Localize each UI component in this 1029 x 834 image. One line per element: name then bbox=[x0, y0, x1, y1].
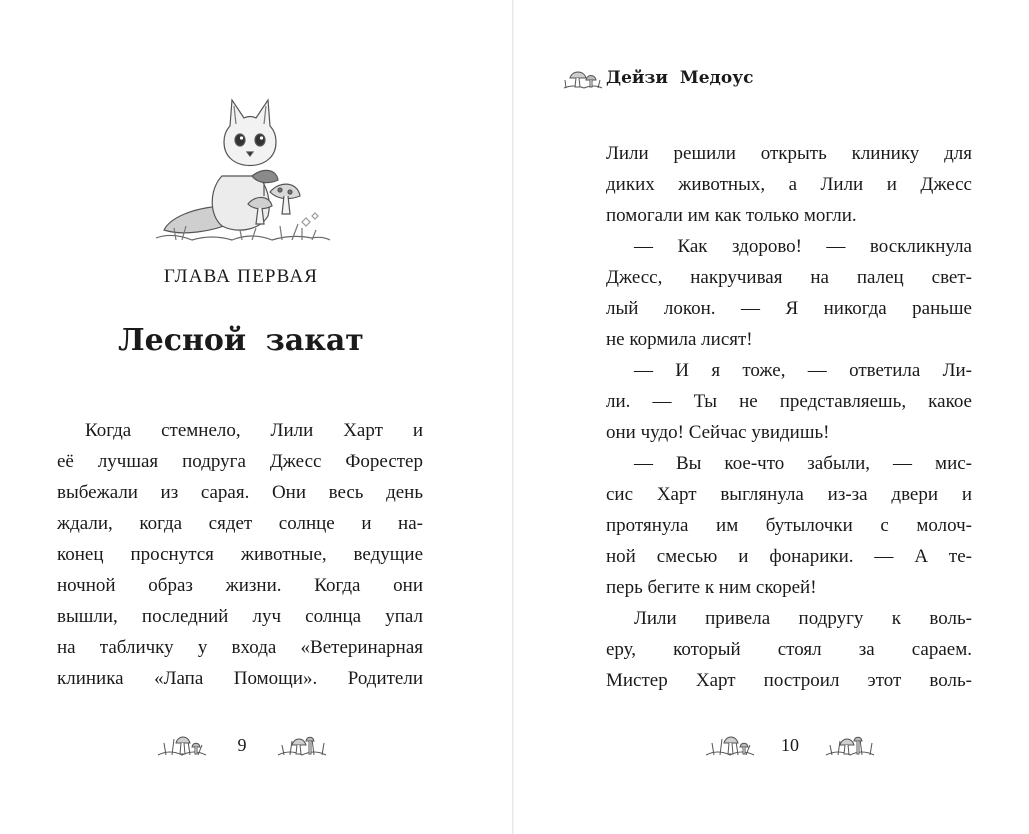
text-line: сис Харт выглянула из-за двери и bbox=[606, 484, 972, 505]
text-line: Когда стемнело, Лили Харт и bbox=[85, 420, 423, 441]
text-line: еру, который стоял за сараем. bbox=[606, 639, 972, 660]
text-line: на табличку у входа «Ветеринарная bbox=[57, 637, 423, 658]
fox-cub-illustration-icon bbox=[152, 96, 332, 248]
mushroom-grass-ornament-icon bbox=[156, 727, 208, 763]
running-head-author: Дейзи Медоус bbox=[606, 68, 754, 88]
text-line: они чудо! Сейчас увидишь! bbox=[606, 422, 830, 443]
right-page bbox=[514, 0, 1029, 834]
text-line: помогали им как только могли. bbox=[606, 205, 857, 226]
text-line: ждали, когда сядет солнце и на- bbox=[57, 513, 423, 534]
text-line: — Вы кое-что забыли, — мис- bbox=[634, 453, 972, 474]
left-page bbox=[0, 0, 513, 834]
mushroom-grass-ornament-icon bbox=[824, 727, 876, 763]
chapter-title: Лесной закат bbox=[118, 323, 364, 358]
text-line: Лили решили открыть клинику для bbox=[606, 143, 972, 164]
text-line: вышли, последний луч солнца упал bbox=[57, 606, 423, 627]
text-line: Лили привела подругу к воль- bbox=[634, 608, 972, 629]
text-line: не кормила лисят! bbox=[606, 329, 753, 350]
text-line: лый локон. — Я никогда раньше bbox=[606, 298, 972, 319]
mushroom-grass-ornament-icon bbox=[276, 727, 328, 763]
text-line: перь бегите к ним скорей! bbox=[606, 577, 817, 598]
text-line: Мистер Харт построил этот воль- bbox=[606, 670, 972, 691]
text-line: Джесс, накручивая на палец свет- bbox=[606, 267, 972, 288]
page-number: 10 bbox=[781, 735, 799, 755]
text-line: — И я тоже, — ответила Ли- bbox=[634, 360, 972, 381]
text-line: её лучшая подруга Джесс Форестер bbox=[57, 451, 423, 472]
left-page-footer bbox=[156, 727, 328, 767]
mushroom-grass-ornament-icon bbox=[704, 727, 756, 763]
text-line: протянула им бутылочки с молоч- bbox=[606, 515, 972, 536]
text-line: ли. — Ты не представляешь, какое bbox=[606, 391, 972, 412]
right-body-text bbox=[606, 138, 972, 696]
running-head bbox=[562, 60, 782, 96]
text-line: конец проснутся животные, ведущие bbox=[57, 544, 423, 565]
text-line: — Как здорово! — воскликнула bbox=[634, 236, 972, 257]
page-number: 9 bbox=[237, 735, 247, 755]
text-line: ночной образ жизни. Когда они bbox=[57, 575, 423, 596]
left-body-text bbox=[57, 415, 423, 694]
text-line: клиника «Лапа Помощи». Родители bbox=[57, 668, 423, 689]
text-line: ной смесью и фонарики. — А те- bbox=[606, 546, 972, 567]
right-page-footer bbox=[704, 727, 876, 767]
text-line: диких животных, а Лили и Джесс bbox=[606, 174, 972, 195]
text-line: выбежали из сарая. Они весь день bbox=[57, 482, 423, 503]
mushroom-icon bbox=[562, 62, 604, 92]
chapter-label: ГЛАВА ПЕРВАЯ bbox=[163, 266, 319, 287]
